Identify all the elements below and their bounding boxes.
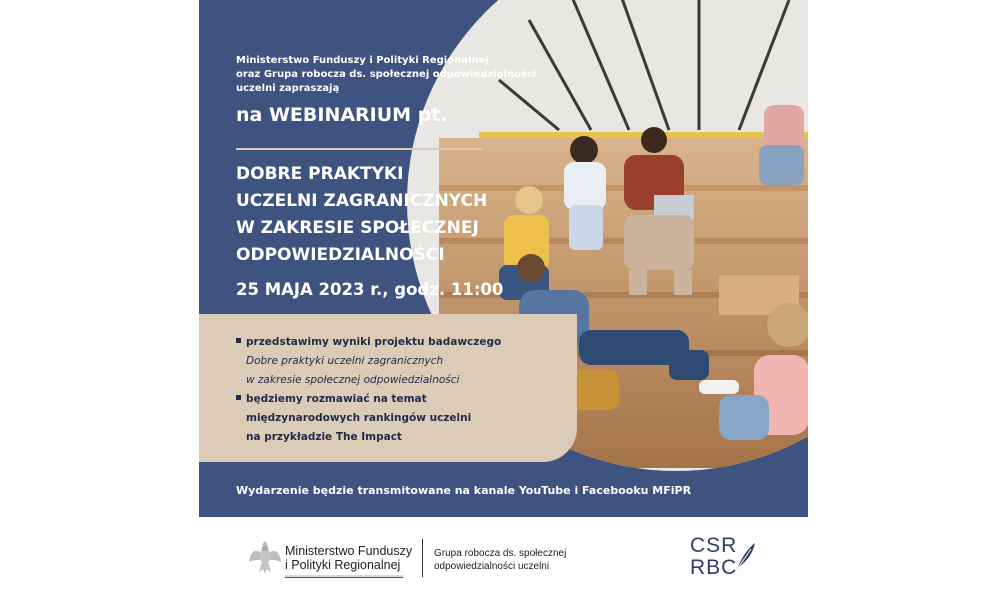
event-banner [199, 0, 808, 517]
csr-text: CSR [690, 534, 738, 557]
agenda-item-1-line-1: przedstawimy wyniki projektu badawczego [246, 336, 502, 348]
polish-flag-stripe [285, 575, 403, 578]
event-date-time: 25 MAJA 2023 r., godz. 11:00 [236, 280, 504, 299]
logo-bar [0, 517, 1000, 600]
ministry-line-1: Ministerstwo Funduszy [285, 544, 413, 558]
csr-rbc-logo [690, 535, 737, 579]
organizers-line-2: oraz Grupa robocza ds. społecznej odpowiedzialności [236, 69, 537, 80]
agenda-item-2-line-1: będziemy rozmawiać na temat [246, 393, 427, 405]
agenda-list [236, 333, 501, 447]
organizers-text [236, 54, 536, 96]
agenda-item-2 [236, 390, 501, 409]
webinar-label: na WEBINARIUM pt. [236, 104, 448, 126]
group-line-2: odpowiedzialności uczelni [434, 561, 550, 572]
leaf-icon [735, 541, 757, 571]
square-bullet-icon [236, 395, 241, 400]
title-line-2: UCZELNI ZAGRANICZNYCH [236, 191, 488, 211]
agenda-item-1-line-3: w zakresie społecznej odpowiedzialności [246, 374, 460, 386]
agenda-item-2-line-2: międzynarodowych rankingów uczelni [246, 412, 472, 424]
ministry-line-2: i Polityki Regionalnej [285, 558, 401, 572]
agenda-item-1 [236, 333, 501, 352]
rbc-text: RBC [690, 556, 738, 579]
organizers-line-1: Ministerstwo Funduszy i Polityki Regionalnej [236, 55, 489, 66]
group-line-1: Grupa robocza ds. społecznej [434, 548, 567, 559]
organizers-line-3: uczelni zapraszają [236, 83, 340, 94]
square-bullet-icon [236, 338, 241, 343]
title-line-4: ODPOWIEDZIALNOŚCI [236, 245, 445, 265]
logo-divider [422, 539, 423, 577]
ministry-name [285, 544, 412, 572]
working-group-name [434, 547, 566, 573]
webinar-title [236, 161, 487, 269]
agenda-item-1-line-2: Dobre praktyki uczelni zagranicznych [246, 355, 444, 367]
agenda-item-2-line-3: na przykładzie The Impact [246, 431, 402, 443]
polish-eagle-icon [248, 538, 282, 576]
title-divider [236, 148, 483, 150]
title-line-3: W ZAKRESIE SPOŁECZNEJ [236, 218, 479, 238]
broadcast-info: Wydarzenie będzie transmitowane na kanale YouTube i Facebooku MFiPR [236, 484, 692, 497]
title-line-1: DOBRE PRAKTYKI [236, 164, 404, 184]
